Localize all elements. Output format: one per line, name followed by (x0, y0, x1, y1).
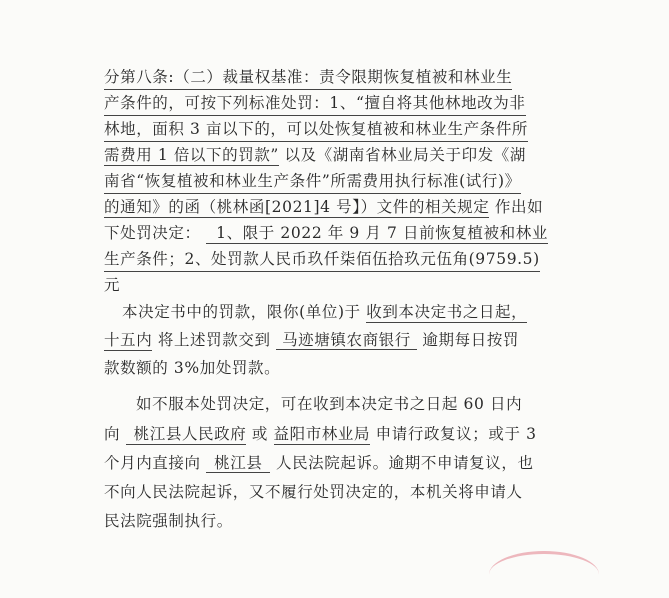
line-10-text-a: 本决定书中的罚款，限你(单位)于 (122, 303, 361, 321)
line-2-text: 产条件的，可按下列标准处罚：1、“擅自将其他林地改为非 (104, 94, 526, 112)
text-line-12 (104, 357, 280, 379)
line-4-text-a: 需费用 1 倍以下的罚款” (104, 146, 279, 164)
line-13-text: 如不服本处罚决定，可在收到本决定书之日起 60 日内 (136, 395, 523, 413)
line-15-text-a: 个月内直接向 (104, 454, 201, 472)
line-7-text-b: 1、限于 2022 年 9 月 7 日前恢复植被和林业 (206, 224, 548, 244)
line-9-text: 元 (104, 276, 121, 294)
line-6-text-b: 作出如 (494, 198, 544, 216)
text-line-13 (136, 393, 522, 415)
text-line-6 (104, 196, 543, 218)
line-17-text: 民法院强制执行。 (104, 512, 233, 530)
text-line-4 (104, 144, 526, 166)
line-14-text-a: 向 (104, 425, 121, 443)
line-8-text: 生产条件；2、处罚款人民币玖仟柒佰伍拾玖元伍角(9759.5) (104, 250, 540, 268)
line-1-text: 分第八条:（二）裁量权基准：责令限期恢复植被和林业生 (104, 68, 513, 86)
line-16-text: 不向人民法院起诉，又不履行处罚决定的，本机关将申请人 (104, 483, 523, 501)
line-14-text-e: 申请行政复议；或于 3 (375, 425, 537, 443)
line-6-text-a: 的通知》的函（桃林函[2021]4 号】）文件的相关规定 (104, 198, 490, 216)
line-11-text-d: 逾期每日按罚 (422, 331, 520, 349)
line-14-text-d: 益阳市林业局 (273, 425, 371, 443)
line-11-text-b: 将上述罚款交到 (157, 331, 271, 349)
line-3-text: 林地，面积 3 亩以下的，可以处恢复植被和林业生产条件所 (104, 120, 529, 138)
text-line-15 (104, 452, 534, 474)
text-line-8 (104, 248, 540, 272)
line-7-text-a: 下处罚决定： (104, 224, 201, 242)
text-line-14 (104, 423, 537, 445)
text-line-17 (104, 510, 233, 532)
text-line-3 (104, 118, 528, 142)
line-14-text-b: 桃江县人民政府 (126, 425, 247, 445)
line-15-text-b: 桃江县 (206, 454, 270, 473)
text-line-11 (104, 329, 519, 351)
line-11-text-a: 十五内 (104, 331, 153, 349)
line-5-text: 南省“恢复植被和林业生产条件”所需费用执行标准(试行)》 (104, 172, 521, 190)
line-4-text-b: 以及《湖南省林业局关于印发《湖 (284, 146, 526, 164)
line-14-text-c: 或 (251, 425, 268, 443)
text-line-16 (104, 481, 523, 503)
text-line-2 (104, 92, 526, 116)
text-line-1 (104, 66, 512, 90)
text-line-5 (104, 170, 521, 194)
red-seal-stamp (489, 551, 599, 598)
line-15-text-c: 人民法院起诉。逾期不申请复议，也 (275, 454, 534, 472)
line-11-text-c: 马迹塘镇农商银行 (276, 331, 417, 350)
text-line-9 (104, 274, 120, 296)
text-line-7 (104, 222, 548, 244)
line-12-text: 款数额的 3%加处罚款。 (104, 359, 281, 377)
line-10-text-b: 收到本决定书之日起， (366, 303, 528, 321)
text-line-10 (122, 301, 527, 323)
